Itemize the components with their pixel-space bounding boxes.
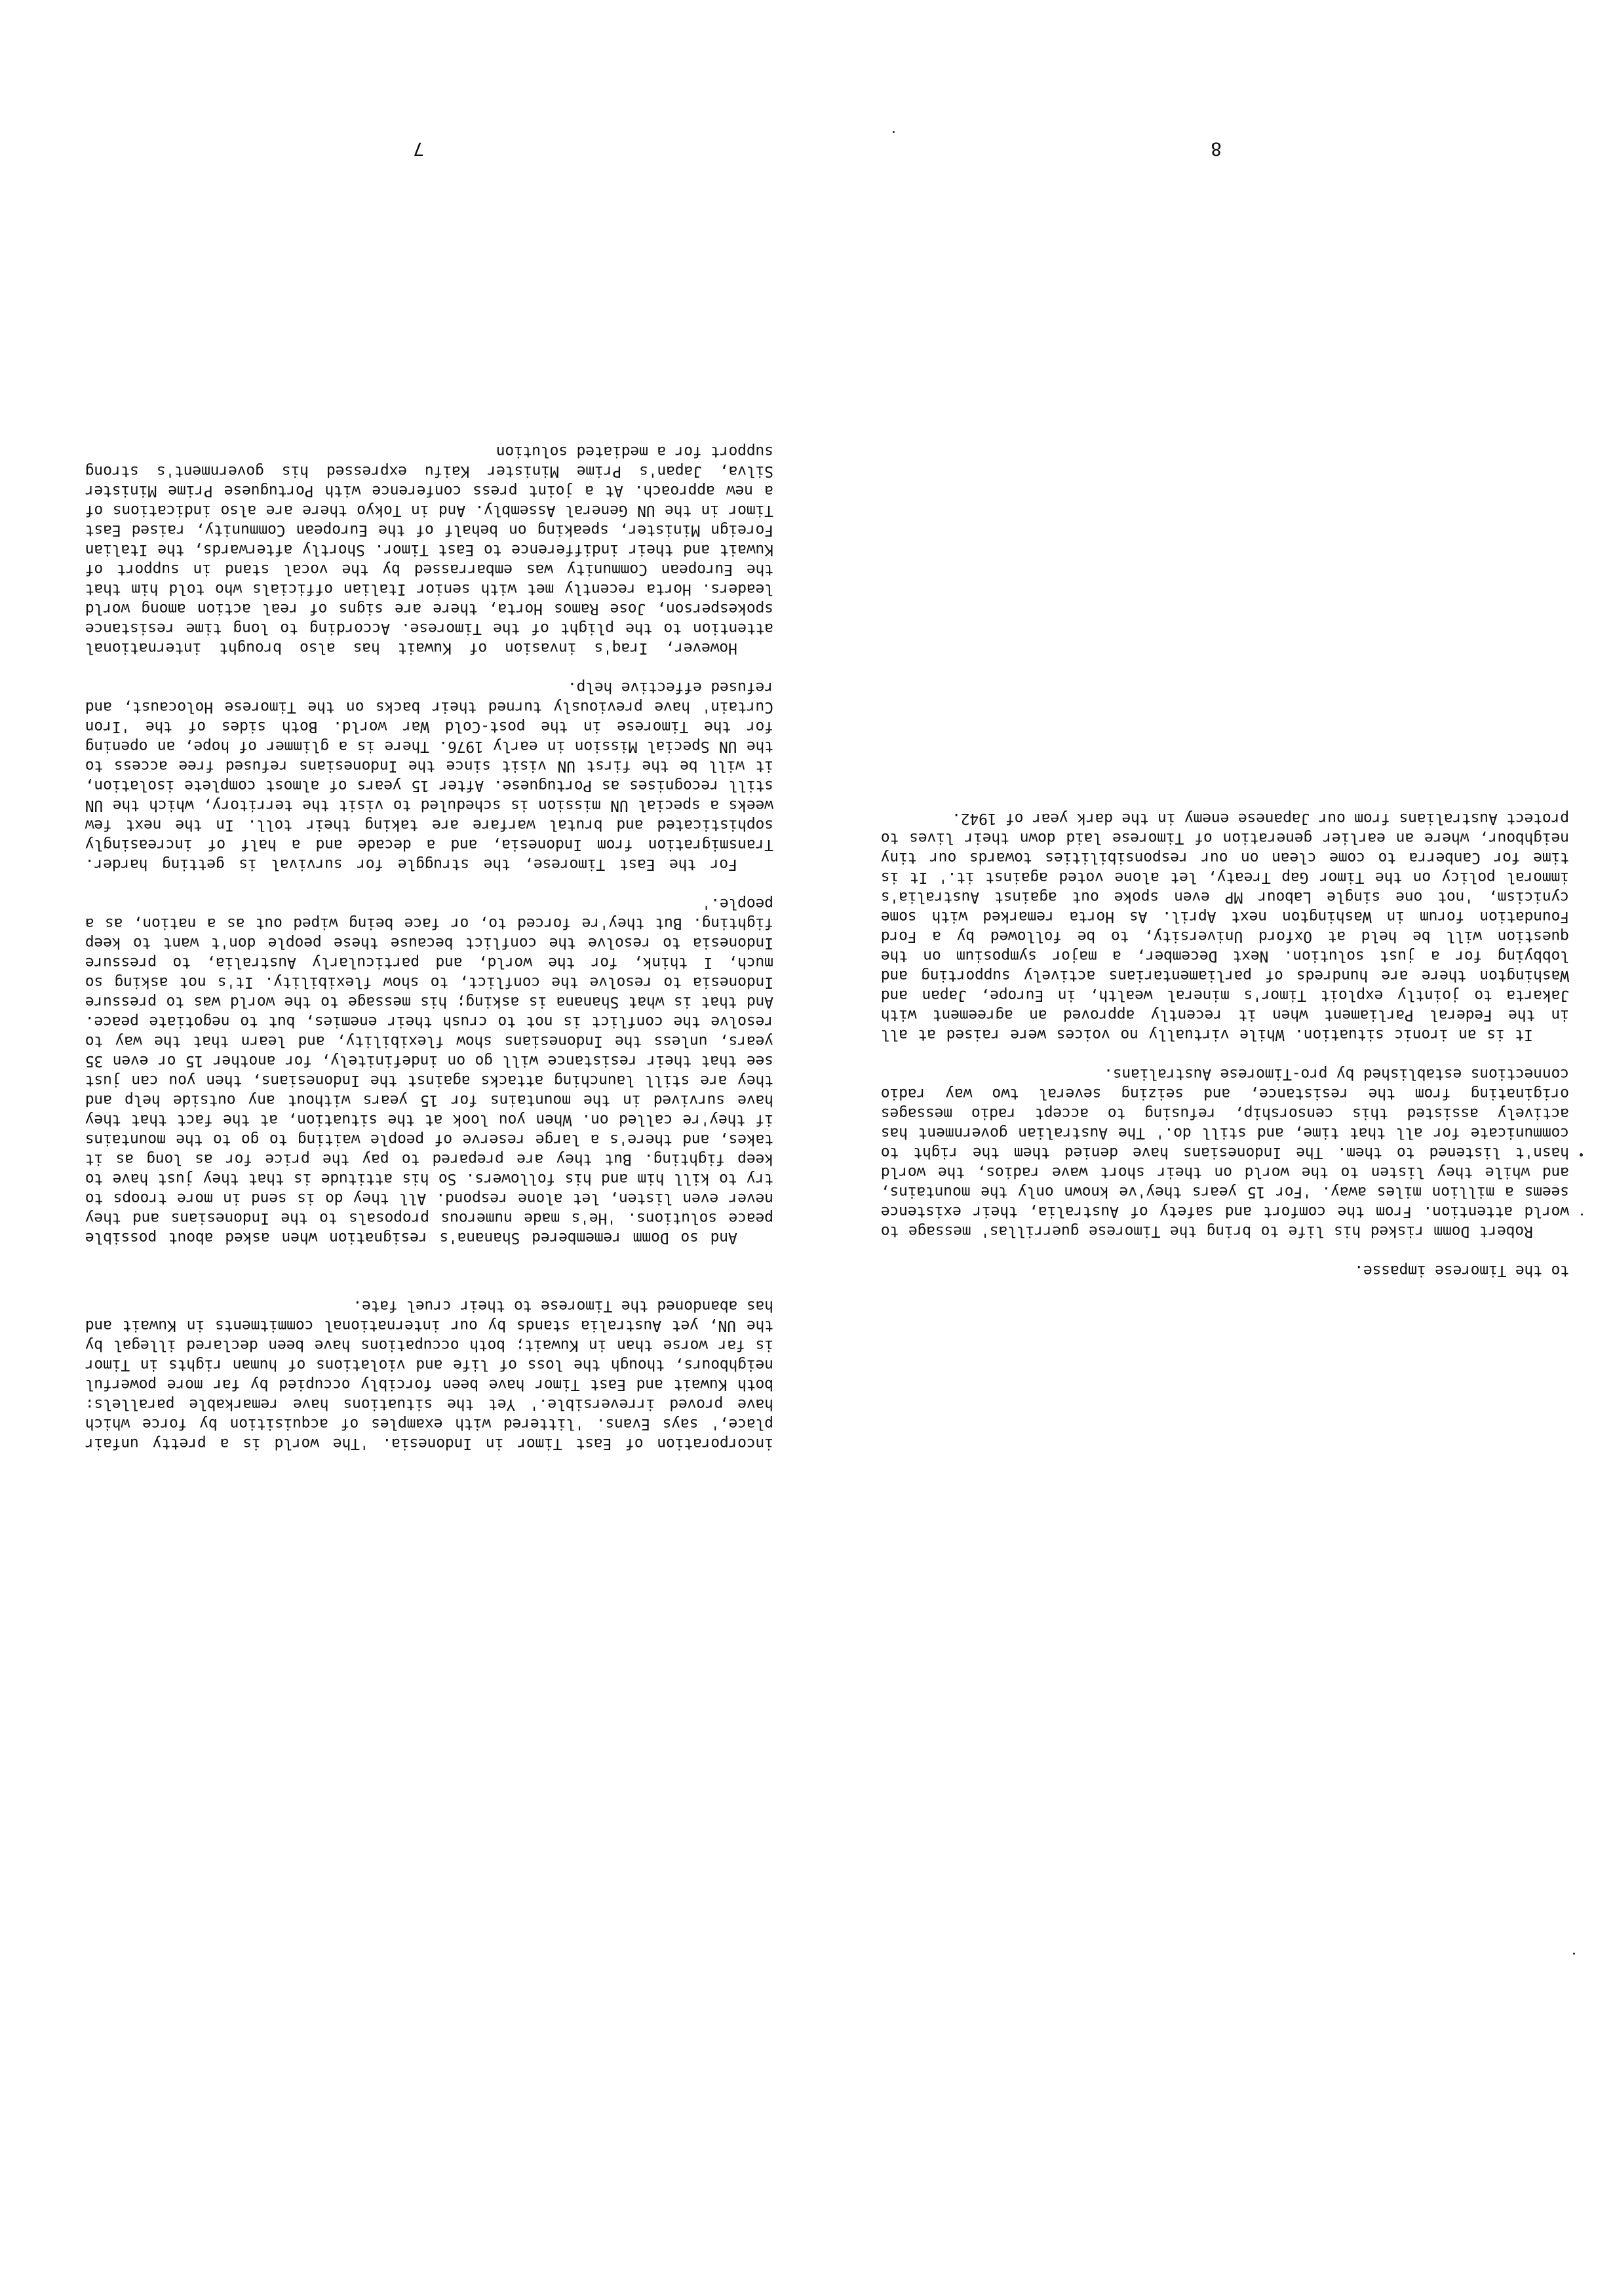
page-left	[808, 0, 1615, 2296]
scan-speck	[1580, 1153, 1583, 1157]
scan-speck	[893, 131, 895, 133]
page-right-body	[85, 422, 773, 1248]
page-number: 7	[413, 138, 424, 160]
paragraph: to the Timorese impasse.	[1354, 1262, 1569, 1279]
paragraph: However, Iraq's invasion of Kuwait has also brought international attention to the plight of the Timorese. According to long time resistance spokesperson, Jose Ramos Horta, there are signs of real action among world leaders. Horta recently met with senior Italian officials who told him that the European Community was embarrassed by the vocal stand in support of Kuwait and their indifference to East Timor. Shortly afterwards, the Italian Foreign Minister, speaking on behalf of the European Community, raised East Timor in the UN General Assembly. And in Tokyo there are also indications of a new approach. At a joint press conference with Portuguese Prime Minister Silva, Japan's Prime Minister Kaifu expressed his government's strong support for a mediated solution	[85, 443, 773, 657]
page-right-lead	[85, 1276, 773, 1453]
paragraph: It is an ironic situation. While virtually no voices were raised at all in the Federal Parliament when it recently approved an agreement with Jakarta to jointly exploit Timor's mineral wealth, in Europe, Japan and Washington there are hundreds of parliamentarians actively supporting and lobbying for a just solution. Next December, a major symposium on the question will be held at Oxford University, to be followed by a Ford Foundation forum in Washington next April. As Horta remarked with some cynicism, 'not one single Labour MP even spoke out against Australia's immoral policy on the Timor Gap Treaty, let alone voted against it.' It is time for Canberra to come clean on our responsibilities towards our tiny neighbour, where an earlier generation of Timorese laid down their lives to protect Australians from our Japanese enemy in the dark year of 1942.	[881, 810, 1569, 1043]
page-left-body	[881, 789, 1569, 1280]
scan-speck	[1581, 1214, 1583, 1215]
paragraph: incorporation of East Timor in Indonesia. 'The world is a pretty unfair place,' says Evans. 'littered with examples of acquisition by force which have proved irreversible.' Yet the situations have remarkable parallels: both Kuwait and East Timor have been forcibly occupied by far more powerful neighbours, though the loss of life and violations of human rights in Timor is far worse than in Kuwait; both occupations have been declared illegal by the UN, yet Australia stands by our international commitments in Kuwait and has abandoned the Timorese to their cruel fate.	[85, 1297, 773, 1452]
paragraph: For the East Timorese, the struggle for survival is getting harder. Transmigration from Indonesia, and a decade and a half of increasingly sophisticated and brutal warfare are taking their toll. In the next few weeks a special UN mission is scheduled to visit the territory, which the UN still recognises as Portuguese. After 15 years of almost complete isolation, it will be the first UN visit since the Indonesians refused free access to the UN Special Mission in early 1976. There is a glimmer of hope, an opening for the Timorese in the post-Cold War world. Both sides of the 'Iron Curtain' have previously turned their backs on the Timorese Holocaust, and refused effective help.	[85, 679, 773, 873]
scan-speck	[1573, 1953, 1575, 1955]
paragraph: And so Domm remembered Shanana's resignation when asked about possible peace solutions. 'He's made numerous proposals to the Indonesians and they never even listen, let alone respond. All they do is send in more troops to try to kill him and his followers. So his attitude is that they just have to keep fighting. But they are prepared to pay the price for as long as it takes, and there's a large reserve of people waiting to go to the mountains if they're called on. When you look at the situation, at the fact that they have survived in the mountains for 15 years without any outside help and they are still launching attacks against the Indonesians, then you can just see that their resistance will go on indefinitely, for another 15 or even 35 years, unless the Indonesians show flexibility, and learn that the way to resolve the conflict is not to crush their enemies, but to negotiate peace. And that is what Shanana is asking; his message to the world was to pressure Indonesia to resolve the conflict, to show flexibility. It's not asking so much, I think, for the world, and particularly Australia, to pressure Indonesia to resolve the conflict because these people don't want to keep fighting. But they're forced to, or face being wiped out as a nation, as a people.'	[85, 895, 773, 1246]
paragraph: Robert Domm risked his life to bring the Timorese guerrillas' message to world attention. From the comfort and safety of Australia, their existence seems a million miles away. 'For 15 years they've known only the mountains, and while they listen to the world on their short wave radios, the world hasn't listened to them. The Indonesians have denied them the right to communicate for all that time, and still do.' The Australian government has actively assisted this censorship, refusing to accept radio messages originating from the resistance, and seizing several two way radio connections established by pro-Timorese Australians.	[881, 1065, 1569, 1240]
page-number: 8	[1211, 138, 1222, 160]
